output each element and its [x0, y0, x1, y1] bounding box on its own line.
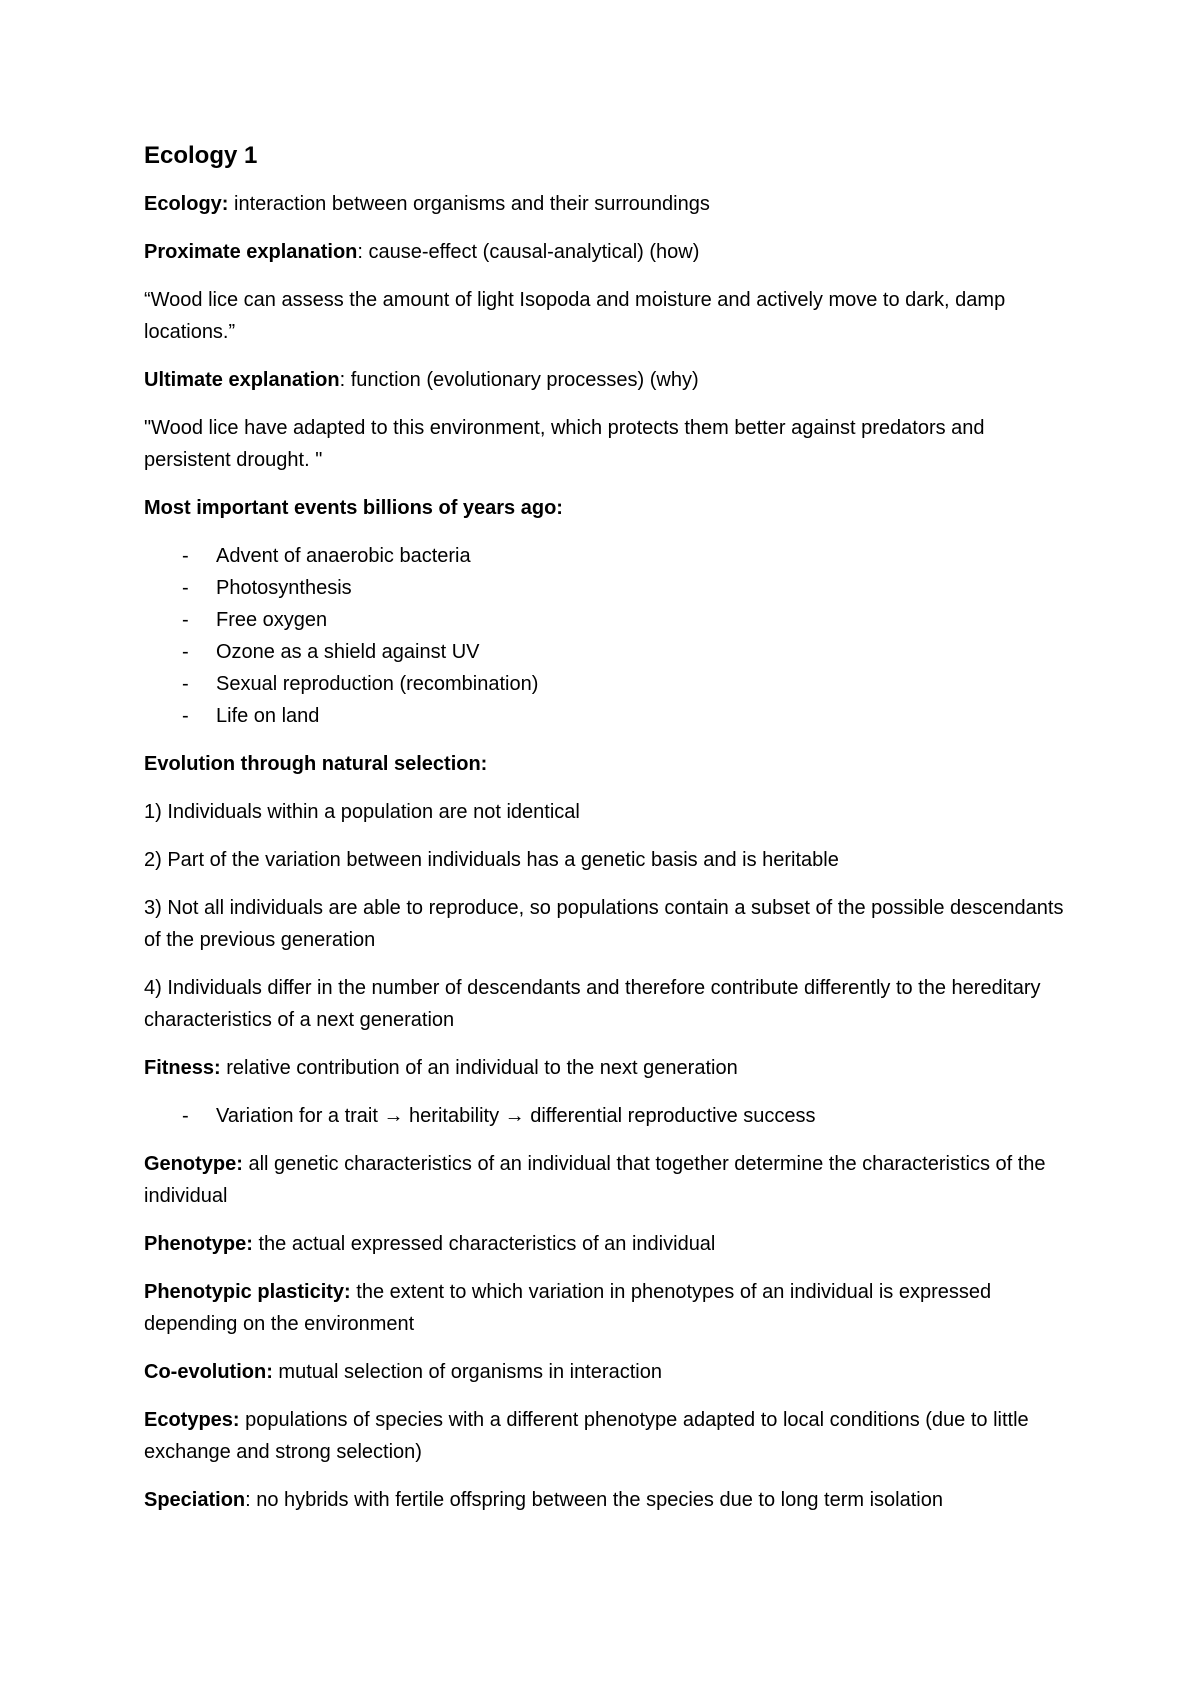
definition-ecology: [144, 188, 1064, 220]
bullet-dash: -: [182, 705, 189, 727]
bullet-dash: -: [182, 577, 189, 599]
list-item-text: Photosynthesis: [216, 577, 352, 599]
term-label: Ultimate explanation: [144, 369, 340, 391]
term-label: Fitness:: [144, 1057, 221, 1079]
document-page: [144, 140, 1064, 1532]
term-text: the actual expressed characteristics of an individual: [252, 1233, 716, 1255]
definition-phenotype: [144, 1228, 1064, 1260]
term-label: Genotype:: [144, 1153, 243, 1175]
term-label: Proximate explanation: [144, 241, 358, 263]
bullet-dash: -: [182, 641, 189, 663]
term-label: Phenotype:: [144, 1233, 253, 1255]
term-text: mutual selection of organisms in interaction: [272, 1361, 662, 1383]
term-text: interaction between organisms and their surroundings: [228, 193, 710, 215]
list-item: [144, 700, 1064, 732]
list-item: [144, 1100, 1064, 1132]
term-text: the extent to which variation in phenotypes of an individual is expressed depending on the environment: [144, 1281, 992, 1335]
definition-ultimate-explanation: [144, 364, 1064, 396]
term-label: Phenotypic plasticity:: [144, 1281, 351, 1303]
term-text: : cause-effect (causal-analytical) (how): [357, 241, 700, 263]
term-label: Speciation: [144, 1489, 246, 1511]
definition-speciation: [144, 1484, 1064, 1516]
evolution-heading: [144, 748, 1064, 780]
events-list: [144, 540, 1064, 732]
evolution-point-1: 1) Individuals within a population are not identical: [144, 801, 580, 823]
evolution-point-2: 2) Part of the variation between individuals has a genetic basis and is heritable: [144, 849, 839, 871]
list-item: [144, 540, 1064, 572]
term-label: Co-evolution:: [144, 1361, 273, 1383]
evolution-point-4: 4) Individuals differ in the number of descendants and therefore contribute differently to the hereditary characteristics of a next generation: [144, 977, 1041, 1031]
list-item: [144, 636, 1064, 668]
definition-co-evolution: [144, 1356, 1064, 1388]
list-item-text: Ozone as a shield against UV: [216, 641, 480, 663]
definition-ecotypes: [144, 1404, 1064, 1468]
definition-genotype: [144, 1148, 1064, 1212]
bullet-dash: -: [182, 1105, 189, 1127]
bullet-dash: -: [182, 673, 189, 695]
quote-ultimate: "Wood lice have adapted to this environment, which protects them better against predators and persistent drought. ": [144, 417, 985, 471]
events-heading: [144, 492, 1064, 524]
bullet-dash: -: [182, 609, 189, 631]
evolution-point-3: 3) Not all individuals are able to reproduce, so populations contain a subset of the possible descendants of the previous generation: [144, 897, 1064, 951]
list-item-text: Advent of anaerobic bacteria: [216, 545, 471, 567]
quote-proximate: “Wood lice can assess the amount of light Isopoda and moisture and actively move to dark, damp locations.”: [144, 289, 1006, 343]
list-item: [144, 668, 1064, 700]
term-text: relative contribution of an individual to the next generation: [220, 1057, 738, 1079]
term-text: populations of species with a different phenotype adapted to local conditions (due to little exchange and strong selection): [144, 1409, 1029, 1463]
term-label: Ecotypes:: [144, 1409, 240, 1431]
list-item-text: Sexual reproduction (recombination): [216, 673, 539, 695]
term-label: Ecology:: [144, 193, 229, 215]
list-item: [144, 572, 1064, 604]
list-item-text: Free oxygen: [216, 609, 328, 631]
fitness-list: [144, 1100, 1064, 1132]
page-title: Ecology 1: [144, 142, 258, 169]
term-text: : function (evolutionary processes) (why): [339, 369, 699, 391]
list-item-text: Life on land: [216, 705, 320, 727]
term-text: : no hybrids with fertile offspring between the species due to long term isolation: [245, 1489, 943, 1511]
bullet-dash: -: [182, 545, 189, 567]
list-item: [144, 604, 1064, 636]
evolution-heading-text: Evolution through natural selection:: [144, 753, 488, 775]
definition-fitness: [144, 1052, 1064, 1084]
events-heading-text: Most important events billions of years ago:: [144, 497, 563, 519]
definition-phenotypic-plasticity: [144, 1276, 1064, 1340]
term-text: all genetic characteristics of an individual that together determine the characteristics of the individual: [144, 1153, 1046, 1207]
definition-proximate-explanation: [144, 236, 1064, 268]
list-item-text: Variation for a trait → heritability → differential reproductive success: [216, 1105, 816, 1127]
